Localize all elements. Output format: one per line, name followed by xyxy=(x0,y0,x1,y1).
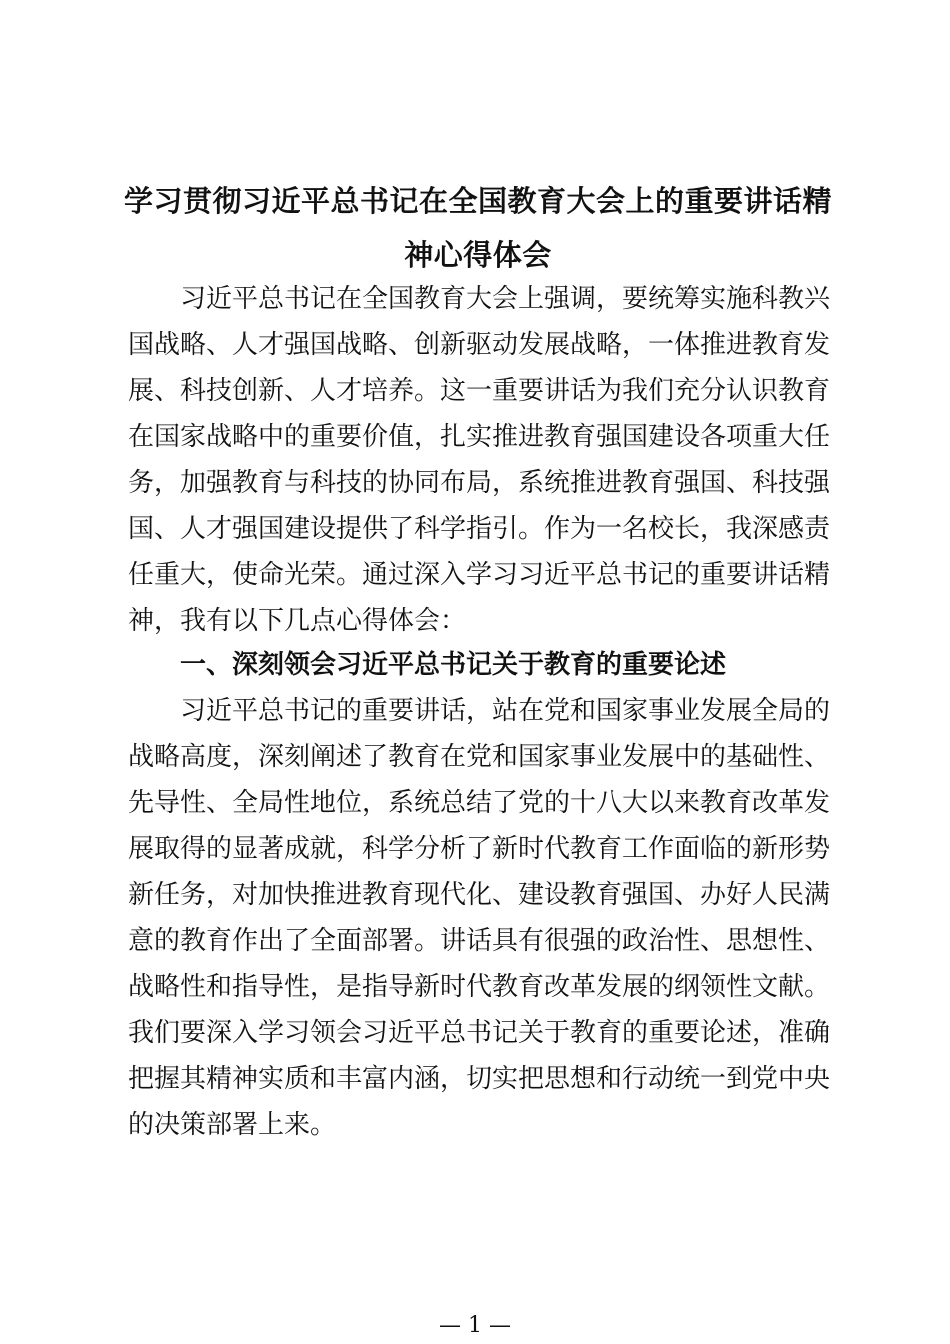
paragraph-2-line: 先导性、全局性地位，系统总结了党的十八大以来教育改革发 xyxy=(128,788,831,818)
paragraph-2-line: 习近平总书记的重要讲话，站在党和国家事业发展全局的 xyxy=(180,696,831,726)
paragraph-2-line: 展取得的显著成就，科学分析了新时代教育工作面临的新形势 xyxy=(128,834,831,864)
title-line-2: 神心得体会 xyxy=(404,238,552,272)
paragraph-2-line: 的决策部署上来。 xyxy=(128,1110,337,1140)
paragraph-1-line: 展、科技创新、人才培养。这一重要讲话为我们充分认识教育 xyxy=(128,376,831,406)
paragraph-2-line: 意的教育作出了全面部署。讲话具有很强的政治性、思想性、 xyxy=(128,926,831,956)
paragraph-1-line: 国、人才强国建设提供了科学指引。作为一名校长，我深感责 xyxy=(128,514,831,544)
paragraph-1-line: 习近平总书记在全国教育大会上强调，要统筹实施科教兴 xyxy=(180,284,831,314)
page-number: — 1 — xyxy=(439,1313,511,1338)
section-heading: 一、深刻领会习近平总书记关于教育的重要论述 xyxy=(180,650,727,680)
paragraph-1-line: 在国家战略中的重要价值，扎实推进教育强国建设各项重大任 xyxy=(128,422,831,452)
paragraph-1-line: 任重大，使命光荣。通过深入学习习近平总书记的重要讲话精 xyxy=(128,560,831,590)
paragraph-1-line: 神，我有以下几点心得体会： xyxy=(128,606,467,636)
page-title xyxy=(120,174,836,282)
paragraph-2-line: 战略性和指导性，是指导新时代教育改革发展的纲领性文献。 xyxy=(128,972,831,1002)
title-line-1: 学习贯彻习近平总书记在全国教育大会上的重要讲话精 xyxy=(123,184,832,218)
paragraph-2-line: 新任务，对加快推进教育现代化、建设教育强国、办好人民满 xyxy=(128,880,831,910)
paragraph-1-line: 务，加强教育与科技的协同布局，系统推进教育强国、科技强 xyxy=(128,468,831,498)
paragraph-2-line: 我们要深入学习领会习近平总书记关于教育的重要论述，准确 xyxy=(128,1018,831,1048)
paragraph-1-line: 国战略、人才强国战略、创新驱动发展战略，一体推进教育发 xyxy=(128,330,831,360)
paragraph-2-line: 战略高度，深刻阐述了教育在党和国家事业发展中的基础性、 xyxy=(128,742,831,772)
paragraph-2-line: 把握其精神实质和丰富内涵，切实把思想和行动统一到党中央 xyxy=(128,1064,831,1094)
